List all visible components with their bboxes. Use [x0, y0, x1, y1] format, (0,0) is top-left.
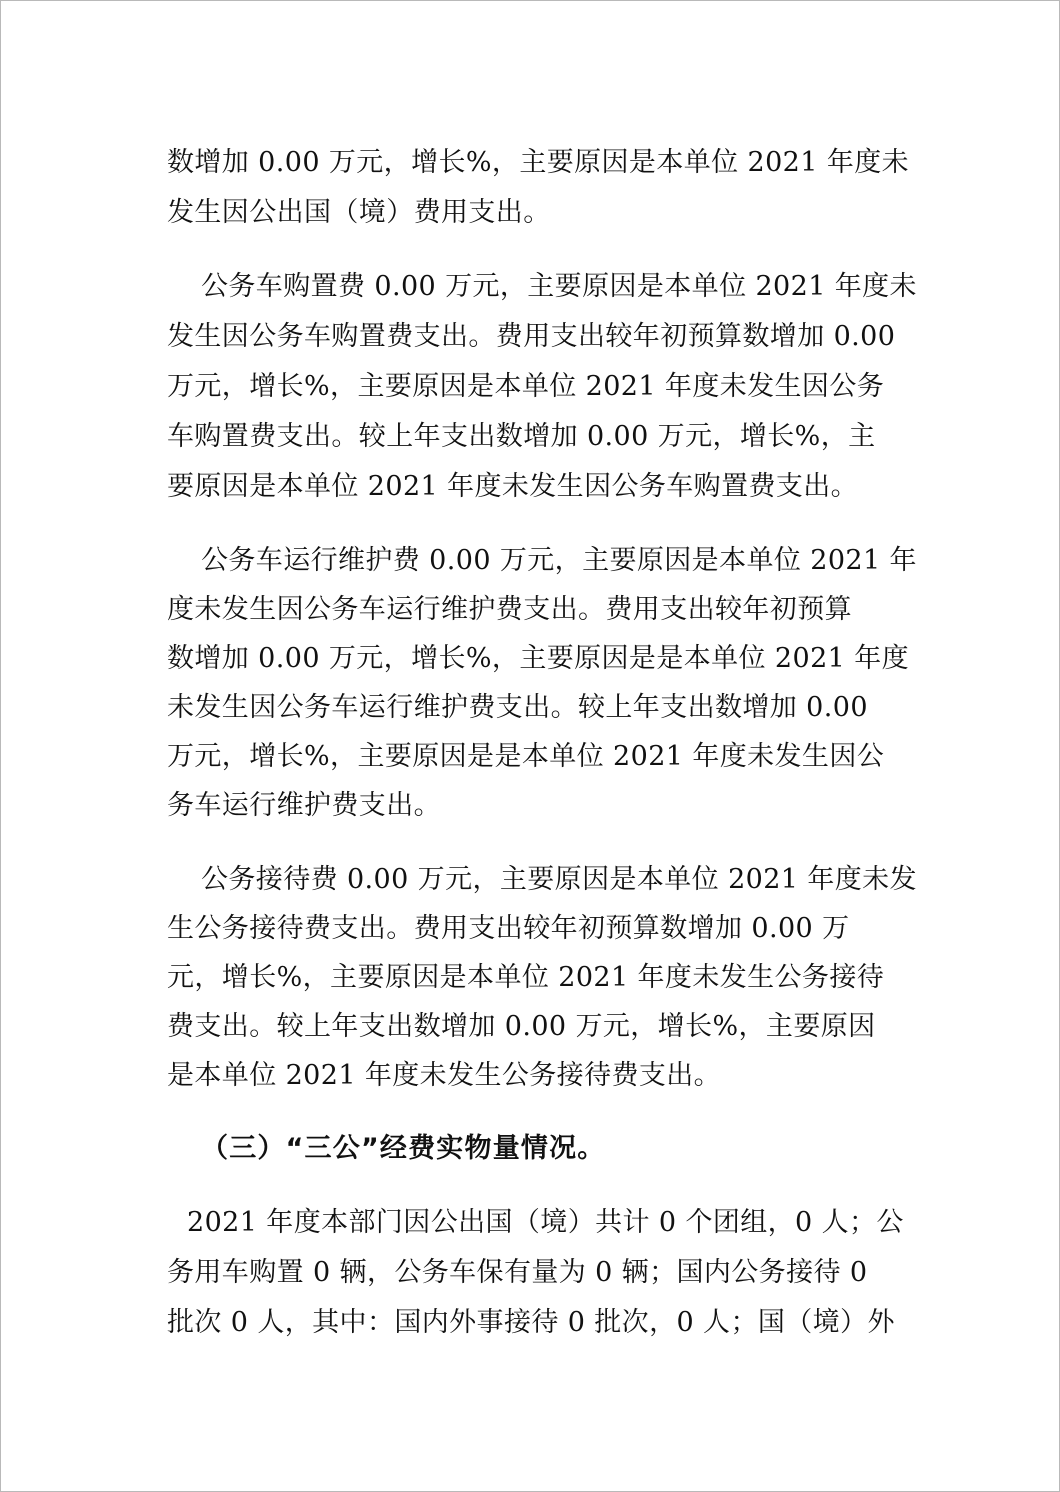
- text-line: 度未发生因公务车运行维护费支出。费用支出较年初预算: [167, 594, 852, 625]
- text-line: 万元，增长%，主要原因是本单位 2021 年度未发生因公务: [167, 371, 885, 402]
- text-line: 务用车购置 0 辆，公务车保有量为 0 辆；国内公务接待 0: [167, 1257, 868, 1288]
- text-line: 费支出。较上年支出数增加 0.00 万元，增长%，主要原因: [167, 1011, 876, 1042]
- text-line: 数增加 0.00 万元，增长%，主要原因是本单位 2021 年度未: [167, 147, 910, 178]
- text-line: 元，增长%，主要原因是本单位 2021 年度未发生公务接待: [167, 962, 885, 993]
- text-line: 未发生因公务车运行维护费支出。较上年支出数增加 0.00: [167, 692, 868, 723]
- text-line: 万元，增长%，主要原因是是本单位 2021 年度未发生因公: [167, 741, 885, 772]
- paragraph-first-line: 公务接待费 0.00 万元，主要原因是本单位 2021 年度未发: [201, 864, 917, 895]
- text-line: 数增加 0.00 万元，增长%，主要原因是是本单位 2021 年度: [167, 643, 910, 674]
- text-line: 批次 0 人，其中：国内外事接待 0 批次，0 人；国（境）外: [167, 1307, 895, 1338]
- text-line: 要原因是本单位 2021 年度未发生因公务车购置费支出。: [167, 471, 859, 502]
- text-line: 发生因公出国（境）费用支出。: [167, 197, 551, 228]
- text-line: 车购置费支出。较上年支出数增加 0.00 万元，增长%，主: [167, 421, 876, 452]
- text-line: 是本单位 2021 年度未发生公务接待费支出。: [167, 1060, 722, 1091]
- paragraph-first-line: 公务车购置费 0.00 万元，主要原因是本单位 2021 年度未: [201, 271, 917, 302]
- text-line: 务车运行维护费支出。: [167, 790, 441, 821]
- text-line: 生公务接待费支出。费用支出较年初预算数增加 0.00 万: [167, 913, 850, 944]
- section-heading: （三）“三公”经费实物量情况。: [201, 1133, 606, 1164]
- paragraph-first-line: 公务车运行维护费 0.00 万元，主要原因是本单位 2021 年: [201, 545, 917, 576]
- text-line: 发生因公务车购置费支出。费用支出较年初预算数增加 0.00: [167, 321, 896, 352]
- paragraph-first-line: 2021 年度本部门因公出国（境）共计 0 个团组，0 人；公: [187, 1207, 904, 1238]
